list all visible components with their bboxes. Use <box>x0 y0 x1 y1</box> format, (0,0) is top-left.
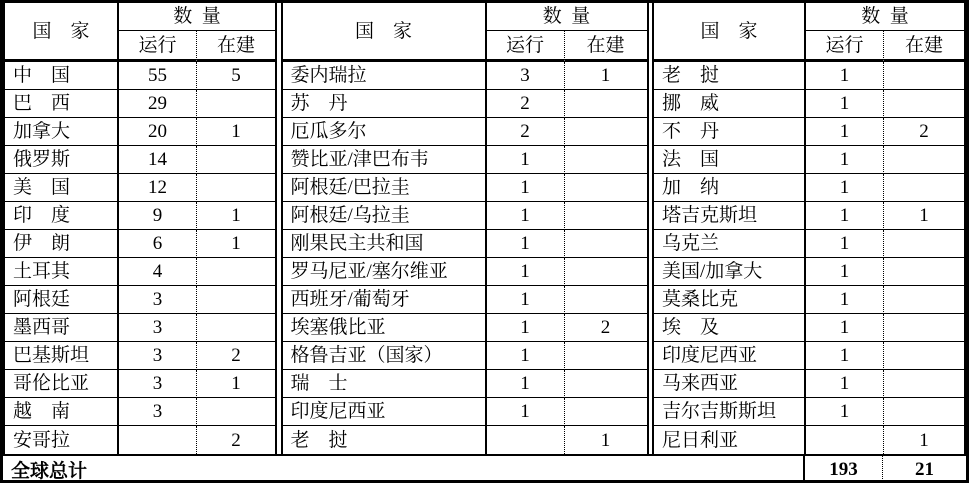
under-construction-cell <box>884 90 964 118</box>
under-construction-cell <box>884 62 964 90</box>
operating-cell: 1 <box>806 90 884 118</box>
country-cell: 印度尼西亚 <box>283 398 487 426</box>
operating-cell: 29 <box>119 90 197 118</box>
country-cell: 瑞 士 <box>283 370 487 398</box>
operating-cell: 12 <box>119 174 197 202</box>
under-construction-cell: 2 <box>231 429 241 451</box>
country-cell: 赞比亚/津巴布韦 <box>283 146 487 174</box>
country-cell: 印 度 <box>5 202 119 230</box>
country-cell: 安哥拉 <box>5 426 119 454</box>
under-construction-cell <box>565 174 647 202</box>
under-construction-header: 在建 <box>565 31 647 62</box>
under-construction-cell <box>565 202 647 230</box>
operating-cell: 1 <box>487 202 565 230</box>
country-cell: 厄瓜多尔 <box>283 118 487 146</box>
country-cell: 巴 西 <box>5 90 119 118</box>
under-construction-cell <box>565 286 647 314</box>
under-construction-cell: 1 <box>197 370 275 398</box>
operating-cell: 1 <box>806 370 884 398</box>
operating-cell: 55 <box>119 62 197 90</box>
quantity-header: 数 量 <box>119 3 275 31</box>
country-cell: 美国/加拿大 <box>654 258 806 286</box>
operating-cell: 1 <box>487 398 565 426</box>
operating-cell: 1 <box>487 230 565 258</box>
country-cell: 墨西哥 <box>5 314 119 342</box>
under-construction-cell <box>197 174 275 202</box>
table-groups-row <box>3 3 966 454</box>
under-construction-cell: 1 <box>197 230 275 258</box>
country-cell: 俄罗斯 <box>5 146 119 174</box>
under-construction-cell <box>565 90 647 118</box>
table-group-3 <box>652 3 966 454</box>
operating-header: 运行 <box>119 31 197 62</box>
operating-cell: 1 <box>487 286 565 314</box>
operating-cell: 1 <box>806 118 884 146</box>
country-cell: 中 国 <box>5 62 119 90</box>
country-cell: 加拿大 <box>5 118 119 146</box>
country-cell: 埃 及 <box>654 314 806 342</box>
country-cell: 阿根廷/乌拉圭 <box>283 202 487 230</box>
quantity-header: 数 量 <box>806 3 964 31</box>
under-construction-cell <box>884 174 964 202</box>
operating-cell <box>806 426 884 454</box>
operating-header: 运行 <box>806 31 884 62</box>
under-construction-cell: 1 <box>600 429 611 451</box>
operating-cell: 1 <box>806 174 884 202</box>
country-cell: 巴基斯坦 <box>5 342 119 370</box>
operating-cell: 3 <box>119 370 197 398</box>
under-construction-cell <box>884 342 964 370</box>
under-construction-cell <box>197 314 275 342</box>
under-construction-cell <box>565 230 647 258</box>
under-construction-cell: 2 <box>884 118 964 146</box>
operating-cell: 1 <box>806 146 884 174</box>
operating-cell: 1 <box>487 342 565 370</box>
country-header: 国 家 <box>5 3 119 62</box>
operating-cell: 1 <box>806 230 884 258</box>
under-construction-cell: 1 <box>919 429 929 451</box>
operating-cell: 1 <box>806 202 884 230</box>
country-cell: 加 纳 <box>654 174 806 202</box>
country-cell: 不 丹 <box>654 118 806 146</box>
under-construction-cell <box>197 398 275 426</box>
under-construction-cell <box>884 230 964 258</box>
country-cell: 尼日利亚 <box>654 426 806 454</box>
operating-cell: 4 <box>119 258 197 286</box>
operating-cell: 1 <box>806 314 884 342</box>
under-construction-cell <box>197 286 275 314</box>
operating-cell: 1 <box>487 314 565 342</box>
operating-cell: 1 <box>487 146 565 174</box>
operating-cell: 1 <box>806 398 884 426</box>
country-cell: 越 南 <box>5 398 119 426</box>
under-construction-cell <box>884 146 964 174</box>
operating-cell: 1 <box>806 62 884 90</box>
country-cell: 老 挝 <box>654 62 806 90</box>
operating-cell: 9 <box>119 202 197 230</box>
country-cell: 委内瑞拉 <box>283 62 487 90</box>
country-cell: 刚果民主共和国 <box>283 230 487 258</box>
country-cell: 格鲁吉亚（国家） <box>283 342 487 370</box>
country-cell: 马来西亚 <box>654 370 806 398</box>
operating-cell: 2 <box>487 90 565 118</box>
country-cell: 吉尔吉斯斯坦 <box>654 398 806 426</box>
country-cell: 阿根廷/巴拉圭 <box>283 174 487 202</box>
country-cell: 罗马尼亚/塞尔维亚 <box>283 258 487 286</box>
operating-cell: 1 <box>487 174 565 202</box>
operating-cell: 2 <box>487 118 565 146</box>
country-header: 国 家 <box>654 3 806 62</box>
operating-cell: 14 <box>119 146 197 174</box>
operating-cell: 3 <box>119 286 197 314</box>
operating-cell: 1 <box>806 286 884 314</box>
operating-cell <box>119 426 197 454</box>
operating-cell: 3 <box>119 314 197 342</box>
under-construction-cell: 1 <box>884 202 964 230</box>
operating-cell: 1 <box>487 258 565 286</box>
under-construction-cell: 1 <box>197 202 275 230</box>
country-cell: 塔吉克斯坦 <box>654 202 806 230</box>
quantity-header: 数 量 <box>487 3 647 31</box>
grand-total-operating: 193 <box>805 456 883 483</box>
under-construction-cell <box>565 258 647 286</box>
under-construction-cell <box>884 314 964 342</box>
under-construction-cell <box>884 370 964 398</box>
country-cell: 埃塞俄比亚 <box>283 314 487 342</box>
operating-cell: 1 <box>487 370 565 398</box>
country-header: 国 家 <box>283 3 487 62</box>
operating-cell: 3 <box>119 398 197 426</box>
operating-cell <box>487 426 565 454</box>
country-cell: 哥伦比亚 <box>5 370 119 398</box>
country-cell: 法 国 <box>654 146 806 174</box>
country-cell: 阿根廷 <box>5 286 119 314</box>
under-construction-cell: 2 <box>197 342 275 370</box>
table-group-1 <box>3 3 277 454</box>
country-cell: 挪 威 <box>654 90 806 118</box>
under-construction-header: 在建 <box>884 31 964 62</box>
country-cell: 乌克兰 <box>654 230 806 258</box>
grand-total-under-construction: 21 <box>915 458 934 480</box>
country-cell: 土耳其 <box>5 258 119 286</box>
operating-cell: 1 <box>806 258 884 286</box>
country-cell: 莫桑比克 <box>654 286 806 314</box>
country-cell: 老 挝 <box>283 426 487 454</box>
grand-total-row <box>3 454 966 483</box>
operating-cell: 1 <box>806 342 884 370</box>
under-construction-cell <box>565 118 647 146</box>
under-construction-cell: 1 <box>197 118 275 146</box>
country-cell: 伊 朗 <box>5 230 119 258</box>
operating-cell: 3 <box>487 62 565 90</box>
under-construction-cell <box>197 90 275 118</box>
under-construction-cell <box>565 146 647 174</box>
under-construction-cell <box>884 286 964 314</box>
operating-header: 运行 <box>487 31 565 62</box>
under-construction-cell <box>565 398 647 426</box>
table-group-2 <box>281 3 649 454</box>
country-cell: 美 国 <box>5 174 119 202</box>
under-construction-cell <box>197 146 275 174</box>
grand-total-label: 全球总计 <box>3 456 805 483</box>
country-cell: 苏 丹 <box>283 90 487 118</box>
under-construction-cell <box>884 398 964 426</box>
under-construction-cell <box>884 258 964 286</box>
under-construction-cell <box>565 370 647 398</box>
operating-cell: 20 <box>119 118 197 146</box>
under-construction-header: 在建 <box>197 31 275 62</box>
under-construction-cell <box>565 342 647 370</box>
operating-cell: 6 <box>119 230 197 258</box>
country-cell: 印度尼西亚 <box>654 342 806 370</box>
under-construction-cell: 5 <box>197 62 275 90</box>
under-construction-cell: 1 <box>565 62 647 90</box>
operating-cell: 3 <box>119 342 197 370</box>
country-cell: 西班牙/葡萄牙 <box>283 286 487 314</box>
under-construction-cell: 2 <box>565 314 647 342</box>
under-construction-cell <box>197 258 275 286</box>
